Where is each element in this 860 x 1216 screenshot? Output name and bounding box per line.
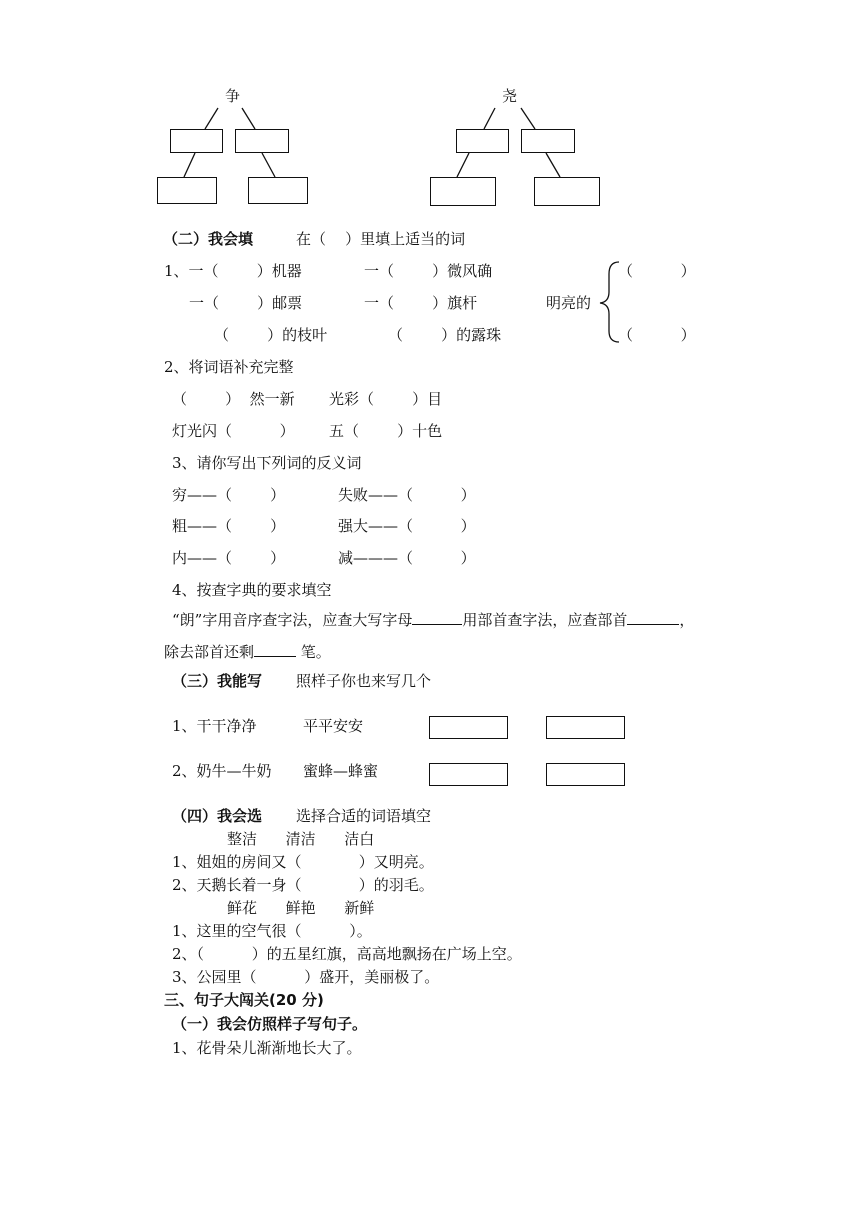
section-4-instruction: 选择合适的词语填空 xyxy=(296,807,432,825)
write-row-1b: 平平安安 xyxy=(303,717,364,735)
q4-blank-letter[interactable] xyxy=(412,610,462,625)
q3-item-1b: 失败——（ ） xyxy=(338,486,476,504)
section-3-instruction: 照样子你也来写几个 xyxy=(296,672,432,690)
choose-2-3: 3、公园里（ ）盛开，美丽极了。 xyxy=(172,968,440,986)
write-box-1b[interactable] xyxy=(546,716,625,739)
q4-line-2 xyxy=(164,642,331,662)
fill-row-1a: 1、一（ ）机器 xyxy=(164,262,302,280)
question-2: 2、将词语补充完整 xyxy=(164,358,294,376)
q2-item-c: 灯光闪（ ） xyxy=(172,422,295,440)
question-3: 3、请你写出下列词的反义词 xyxy=(172,454,362,472)
choose-1-2: 2、天鹅长着一身（ ）的羽毛。 xyxy=(172,876,434,894)
q2-item-d: 五（ ）十色 xyxy=(329,422,443,440)
section-2-heading: （二）我会填 xyxy=(163,230,254,248)
part-3-heading: 三、句子大闯关(20 分) xyxy=(164,991,324,1009)
section-2-instruction: 在（ ）里填上适当的词 xyxy=(296,230,466,248)
tree-right-char: 尧 xyxy=(502,87,518,105)
write-box-2a[interactable] xyxy=(429,763,508,786)
fill-row-2b: 一（ ）旗杆 xyxy=(364,294,478,312)
section-3-heading: （三）我能写 xyxy=(172,672,263,690)
q4-text-c: ， xyxy=(679,611,695,629)
question-4: 4、按查字典的要求填空 xyxy=(172,581,332,599)
q4-line-1 xyxy=(172,610,694,630)
write-row-1a: 1、干干净净 xyxy=(172,717,257,735)
q3-item-1a: 穷——（ ） xyxy=(172,486,286,504)
q4-text-b: 用部首查字法，应查部首 xyxy=(462,611,628,629)
section-4-heading: （四）我会选 xyxy=(172,807,263,825)
fill-row-1b: 一（ ）微风确 xyxy=(364,262,493,280)
q3-item-2b: 强大——（ ） xyxy=(338,517,476,535)
tree-left-char: 争 xyxy=(225,87,241,105)
fill-row-3b: （ ）的露珠 xyxy=(388,326,502,344)
write-row-2a: 2、奶牛—牛奶 xyxy=(172,762,272,780)
write-row-2b: 蜜蜂—蜂蜜 xyxy=(303,762,379,780)
write-box-1a[interactable] xyxy=(429,716,508,739)
q3-item-3a: 内——（ ） xyxy=(172,549,286,567)
choose-1-1: 1、姐姐的房间又（ ）又明亮。 xyxy=(172,853,434,871)
q3-item-3b: 减———（ ） xyxy=(338,549,476,567)
brace-paren-top: （ ） xyxy=(618,262,696,280)
fill-row-3a: （ ）的枝叶 xyxy=(214,326,328,344)
q3-item-2a: 粗——（ ） xyxy=(172,517,286,535)
choose-2-2: 2、（ ）的五星红旗，高高地飘扬在广场上空。 xyxy=(172,945,522,963)
curly-brace xyxy=(0,0,860,360)
word-options-1: 整洁 清洁 洁白 xyxy=(227,830,375,848)
q4-text-d: 除去部首还剩 xyxy=(164,643,255,661)
q4-blank-strokes[interactable] xyxy=(254,642,296,657)
write-box-2b[interactable] xyxy=(546,763,625,786)
brace-paren-bottom: （ ） xyxy=(618,326,696,344)
q2-item-b: 光彩（ ）目 xyxy=(329,390,443,408)
q2-item-a: （ ） 然一新 xyxy=(172,390,295,408)
q4-blank-radical[interactable] xyxy=(627,610,679,625)
choose-2-1: 1、这里的空气很（ ）。 xyxy=(172,922,372,940)
sentence-question-1: 1、花骨朵儿渐渐地长大了。 xyxy=(172,1039,362,1057)
part-3-subheading: （一）我会仿照样子写句子。 xyxy=(172,1015,368,1033)
word-options-2: 鲜花 鲜艳 新鲜 xyxy=(227,899,375,917)
fill-row-2a: 一（ ）邮票 xyxy=(189,294,303,312)
q4-text-e: 笔。 xyxy=(296,643,331,661)
fill-row-2c: 明亮的 xyxy=(546,294,592,312)
q4-text-a: “朗”字用音序查字法，应查大写字母 xyxy=(172,611,413,629)
